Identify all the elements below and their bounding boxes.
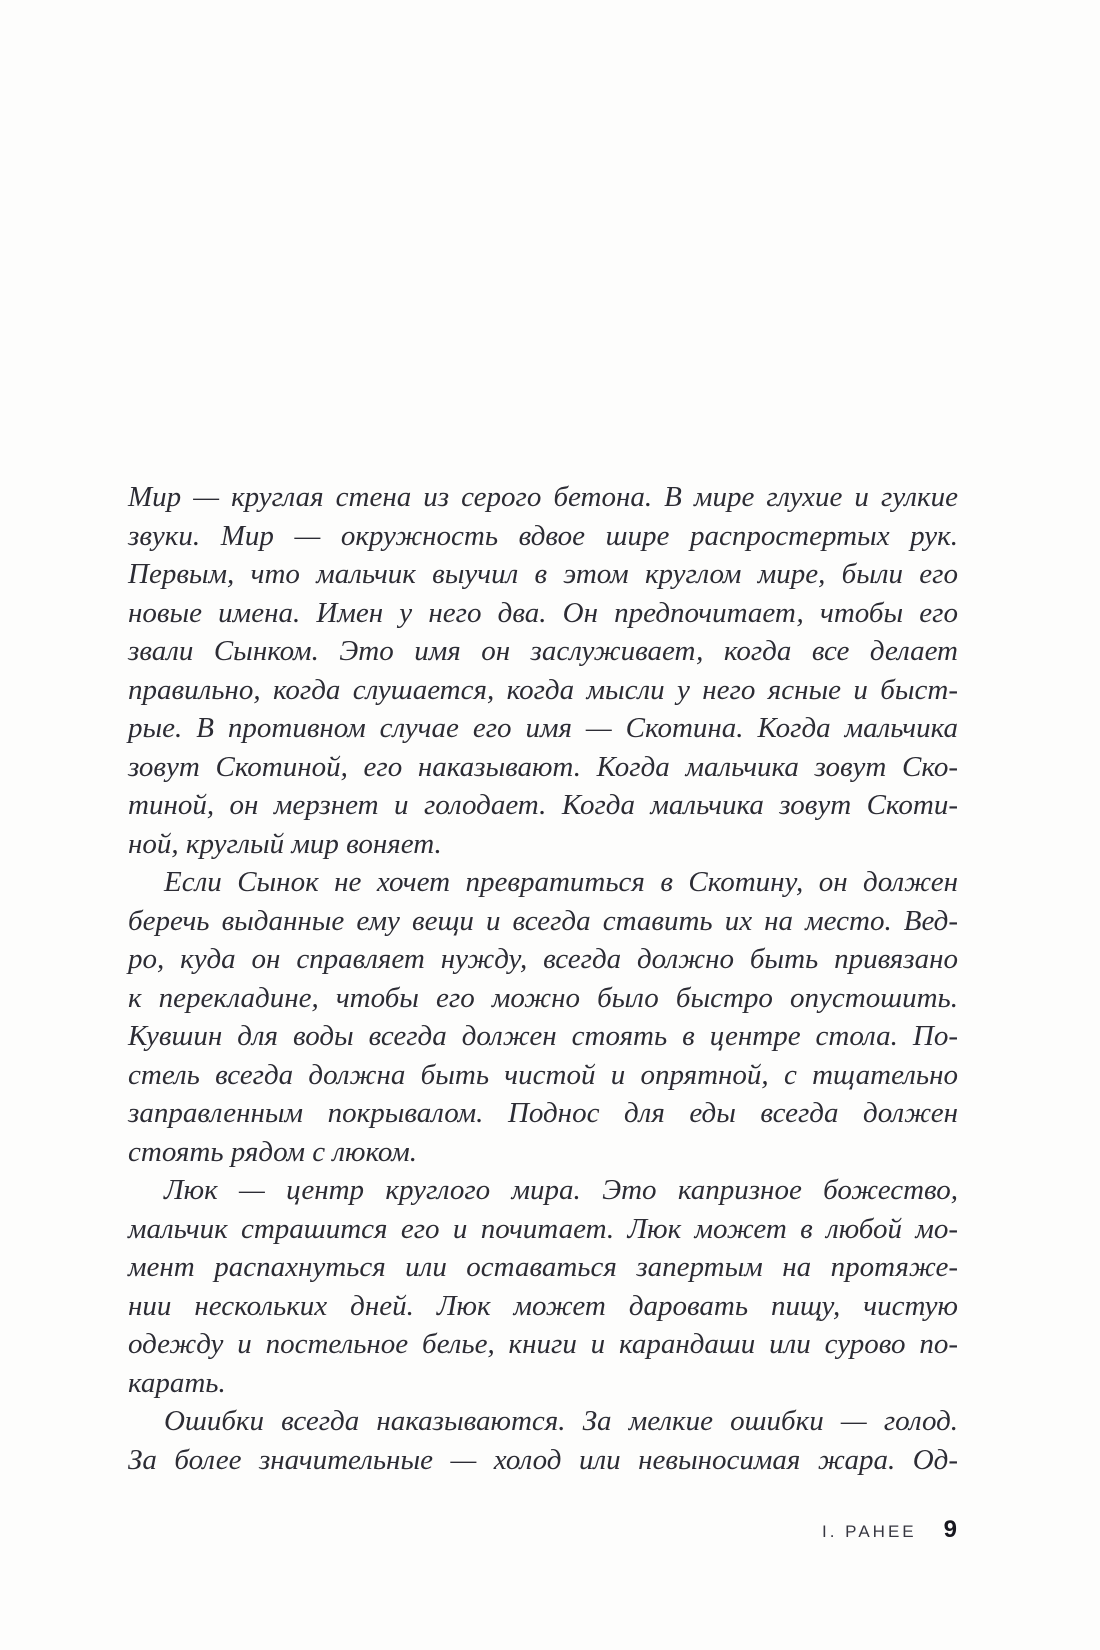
running-title: I. РАНЕЕ (821, 1522, 917, 1541)
text-line: звуки. Мир — окружность вдвое шире распростертых рук. (128, 519, 958, 552)
page-number: 9 (943, 1516, 958, 1543)
text-line: заправленным покрывалом. Поднос для еды всегда должен (128, 1097, 958, 1129)
text-line: звали Сынком. Это имя он заслуживает, когда все делает (128, 635, 958, 667)
text-line: Мир — круглая стена из серого бетона. В мире глухие и гулкие (128, 481, 958, 513)
text-line: мент распахнуться или оставаться запертым на протяже- (128, 1251, 958, 1283)
text-line: карать. (128, 1366, 226, 1399)
text-line: стоять рядом с люком. (128, 1135, 418, 1168)
text-line: Ошибки всегда наказываются. За мелкие ошибки — голод. (164, 1405, 958, 1437)
text-line: беречь выданные ему вещи и всегда ставить их на место. Вед- (128, 904, 958, 937)
text-line: одежду и постельное белье, книги и карандаши или сурово по- (128, 1328, 958, 1360)
text-line: стель всегда должна быть чистой и опрятной, с тщательно (128, 1058, 958, 1091)
text-line: ной, круглый мир воняет. (128, 827, 442, 860)
text-line: Если Сынок не хочет превратиться в Скотину, он должен (164, 866, 958, 898)
page-footer (822, 1516, 958, 1544)
text-line: Кувшин для воды всегда должен стоять в центре стола. По- (128, 1020, 958, 1052)
text-line: нии нескольких дней. Люк может даровать пищу, чистую (128, 1289, 958, 1322)
text-line: правильно, когда слушается, когда мысли у него ясные и быст- (128, 673, 958, 706)
text-line: мальчик страшится его и почитает. Люк может в любой мо- (128, 1212, 958, 1245)
text-line: новые имена. Имен у него два. Он предпочитает, чтобы его (128, 596, 958, 629)
text-line: к перекладине, чтобы его можно было быстро опустошить. (128, 981, 958, 1014)
text-line: Первым, что мальчик выучил в этом круглом мире, были его (128, 558, 958, 590)
text-line: рые. В противном случае его имя — Скотина. Когда мальчика (128, 712, 958, 744)
body-text (128, 478, 958, 1479)
text-line: зовут Скотиной, его наказывают. Когда мальчика зовут Ско- (128, 750, 958, 783)
text-line: ро, куда он справляет нужду, всегда должно быть привязано (128, 943, 958, 975)
text-line: Люк — центр круглого мира. Это капризное божество, (164, 1174, 958, 1206)
text-line: тиной, он мерзнет и голодает. Когда мальчика зовут Скоти- (128, 789, 958, 821)
text-line: За более значительные — холод или невыносимая жара. Од- (128, 1443, 958, 1476)
